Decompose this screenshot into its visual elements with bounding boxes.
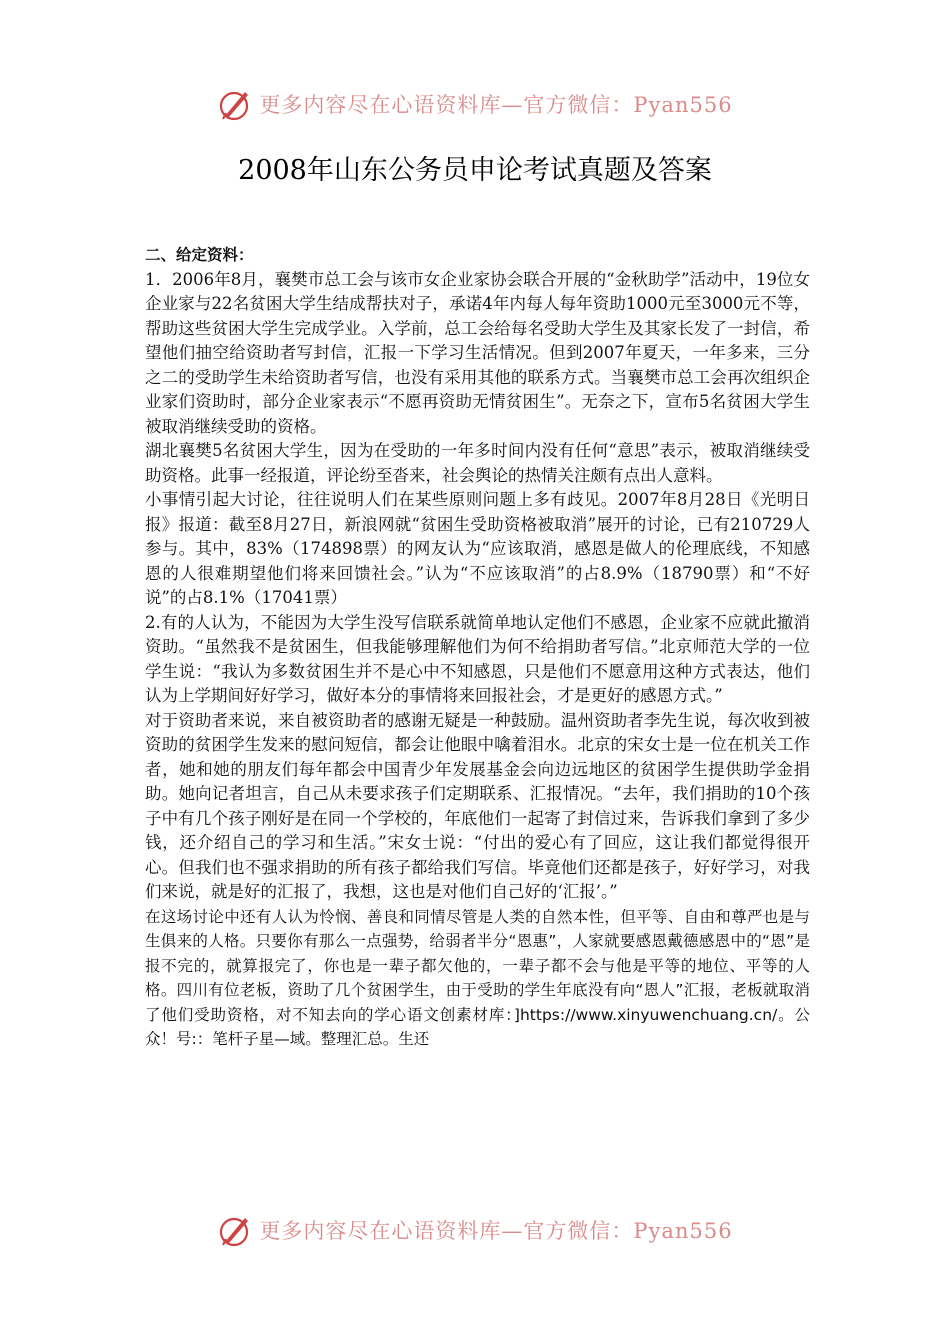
document-title: 2008年山东公务员申论考试真题及答案	[238, 155, 712, 186]
watermark-banner-bottom	[0, 1210, 950, 1250]
watermark-text: 更多内容尽在心语资料库—官方微信：Pyan556	[259, 93, 733, 117]
paragraph: 湖北襄樊5名贫困大学生，因为在受助的一年多时间内没有任何“意思”表示，被取消继续受助资格。此事一经报道，评论纷至沓来，社会舆论的热情关注颇有点出人意料。	[145, 441, 810, 485]
quill-pen-logo-icon	[217, 1212, 253, 1248]
paragraph: 小事情引起大讨论，往往说明人们在某些原则问题上多有歧见。2007年8月28日《光明日报》报道：截至8月27日，新浪网就“贫困生受助资格被取消”展开的讨论，已有210729人参与。其中，83%（174898票）的网友认为“应该取消，感恩是做人的伦理底线，不知感恩的人很难期望他们将来回馈社会。”认为“不应该取消”的占8.9%（18790票）和“不好说”的占8.1%（17041票）	[145, 490, 810, 607]
quill-pen-logo-icon	[217, 86, 253, 122]
watermark-text: 更多内容尽在心语资料库—官方微信：Pyan556	[259, 1219, 733, 1243]
paragraph: 对于资助者来说，来自被资助者的感谢无疑是一种鼓励。温州资助者李先生说，每次收到被资助的贫困学生发来的慰问短信，都会让他眼中噙着泪水。北京的宋女士是一位在机关工作者，她和她的朋友们每年都会中国青少年发展基金会向边远地区的贫困学生提供助学金捐助。她向记者坦言，自己从未要求孩子们定期联系、汇报情况。“去年，我们捐助的10个孩子中有几个孩子刚好是在同一个学校的，年底他们一起寄了封信过来，告诉我们拿到了多少钱，还介绍自己的学习和生活。”宋女士说：“付出的爱心有了回应，这让我们都觉得很开心。但我们也不强求捐助的所有孩子都给我们写信。毕竟他们还都是孩子，好好学习，对我们来说，就是好的汇报了，我想，这也是对他们自己好的‘汇报’。”	[145, 710, 810, 901]
section-heading: 二、给定资料：	[145, 246, 254, 264]
paragraph: 1．2006年8月，襄樊市总工会与该市女企业家协会联合开展的“金秋助学”活动中，19位女企业家与22名贫困大学生结成帮扶对子，承诺4年内每人每年资助1000元至3000元不等，帮助这些贫困大学生完成学业。入学前，总工会给每名受助大学生及其家长发了一封信，希望他们抽空给资助者写封信，汇报一下学习生活情况。但到2007年夏天，一年多来，三分之二的受助学生未给资助者写信，也没有采用其他的联系方式。当襄樊市总工会再次组织企业家们资助时，部分企业家表示“不愿再资助无情贫困生”。无奈之下，宣布5名贫困大学生被取消继续受助的资格。	[145, 269, 810, 436]
document-body	[145, 243, 810, 1052]
paragraph: 2.有的人认为，不能因为大学生没写信联系就简单地认定他们不感恩，企业家不应就此撤消资助。“虽然我不是贫困生，但我能够理解他们为何不给捐助者写信。”北京师范大学的一位学生说：“我认为多数贫困生并不是心中不知感恩，只是他们不愿意用这种方式表达，他们认为上学期间好好学习，做好本分的事情将来回报社会，才是更好的感恩方式。”	[145, 612, 810, 705]
watermark-banner-top	[0, 84, 950, 124]
paragraph: 在这场讨论中还有人认为怜悯、善良和同情尽管是人类的自然本性，但平等、自由和尊严也是与生俱来的人格。只要你有那么一点强势，给弱者半分“恩惠”，人家就要感恩戴德感恩中的“恩”是报不完的，就算报完了，你也是一辈子都欠他的，一辈子都不会与他是平等的地位、平等的人格。四川有位老板，资助了几个贫困学生，由于受助的学生年底没有向“恩人”汇报，老板就取消了他们受助资格，对不知去向的学心语文创素材库：]https://www.xinyuwenchuang.cn/。公众！号:：笔杆子星—域。整理汇总。生还	[145, 907, 810, 1048]
